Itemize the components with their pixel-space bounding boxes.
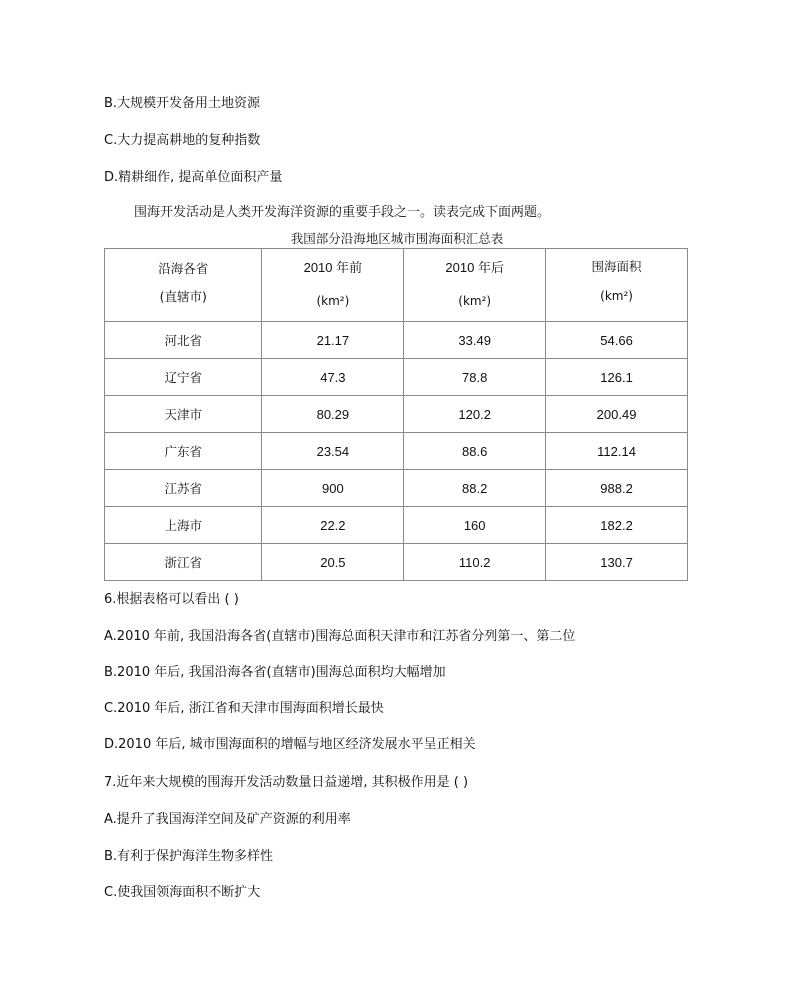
question-7-option-c: C.使我国领海面积不断扩大 <box>104 885 261 900</box>
header-line2: (km²) <box>316 294 350 308</box>
header-after <box>404 249 546 322</box>
table-row <box>105 470 688 507</box>
header-line2: (km²) <box>458 294 492 308</box>
total-cell: 54.66 <box>546 322 688 359</box>
header-province <box>105 249 262 322</box>
table-caption: 我国部分沿海地区城市围海面积汇总表 <box>290 231 504 246</box>
table-row <box>105 433 688 470</box>
option-b-prev: B.大规模开发备用土地资源 <box>104 96 261 111</box>
after-cell: 88.2 <box>404 470 546 507</box>
before-cell: 21.17 <box>262 322 404 359</box>
question-7-stem: 7.近年来大规模的围海开发活动数量日益递增, 其积极作用是 ( ) <box>104 775 469 790</box>
intro-paragraph: 围海开发活动是人类开发海洋资源的重要手段之一。读表完成下面两题。 <box>134 205 551 220</box>
table-row <box>105 544 688 581</box>
question-7-option-b: B.有利于保护海洋生物多样性 <box>104 849 274 864</box>
question-7-option-a: A.提升了我国海洋空间及矿产资源的利用率 <box>104 812 351 827</box>
table-row <box>105 322 688 359</box>
after-cell: 33.49 <box>404 322 546 359</box>
header-line1: 2010 年前 <box>303 260 363 275</box>
province-cell: 浙江省 <box>105 544 262 581</box>
province-cell: 辽宁省 <box>105 359 262 396</box>
option-d-prev: D.精耕细作, 提高单位面积产量 <box>104 170 283 185</box>
header-total <box>546 249 688 322</box>
header-before <box>262 249 404 322</box>
option-c-prev: C.大力提高耕地的复种指数 <box>104 133 261 148</box>
total-cell: 182.2 <box>546 507 688 544</box>
after-cell: 110.2 <box>404 544 546 581</box>
question-6-option-a: A.2010 年前, 我国沿海各省(直辖市)围海总面积天津市和江苏省分列第一、第二位 <box>104 629 576 644</box>
after-cell: 120.2 <box>404 396 546 433</box>
before-cell: 47.3 <box>262 359 404 396</box>
before-cell: 23.54 <box>262 433 404 470</box>
question-6-option-d: D.2010 年后, 城市围海面积的增幅与地区经济发展水平呈正相关 <box>104 737 476 752</box>
header-line1: 沿海各省 <box>158 261 209 276</box>
province-cell: 江苏省 <box>105 470 262 507</box>
total-cell: 126.1 <box>546 359 688 396</box>
after-cell: 88.6 <box>404 433 546 470</box>
table-row <box>105 359 688 396</box>
question-6-option-b: B.2010 年后, 我国沿海各省(直辖市)围海总面积均大幅增加 <box>104 665 446 680</box>
table-header-row <box>105 249 688 322</box>
after-cell: 160 <box>404 507 546 544</box>
before-cell: 20.5 <box>262 544 404 581</box>
before-cell: 22.2 <box>262 507 404 544</box>
header-line2: (直辖市) <box>159 289 207 304</box>
total-cell: 112.14 <box>546 433 688 470</box>
total-cell: 130.7 <box>546 544 688 581</box>
province-cell: 河北省 <box>105 322 262 359</box>
before-cell: 900 <box>262 470 404 507</box>
question-6-option-c: C.2010 年后, 浙江省和天津市围海面积增长最快 <box>104 701 384 716</box>
table-row <box>105 396 688 433</box>
header-line1: 围海面积 <box>591 259 642 274</box>
question-6-stem: 6.根据表格可以看出 ( ) <box>104 592 239 607</box>
after-cell: 78.8 <box>404 359 546 396</box>
area-table <box>104 248 688 581</box>
header-line1: 2010 年后 <box>445 260 504 275</box>
total-cell: 200.49 <box>546 396 688 433</box>
province-cell: 上海市 <box>105 507 262 544</box>
total-cell: 988.2 <box>546 470 688 507</box>
province-cell: 广东省 <box>105 433 262 470</box>
table-row <box>105 507 688 544</box>
header-line2: (km²) <box>600 289 633 303</box>
province-cell: 天津市 <box>105 396 262 433</box>
before-cell: 80.29 <box>262 396 404 433</box>
